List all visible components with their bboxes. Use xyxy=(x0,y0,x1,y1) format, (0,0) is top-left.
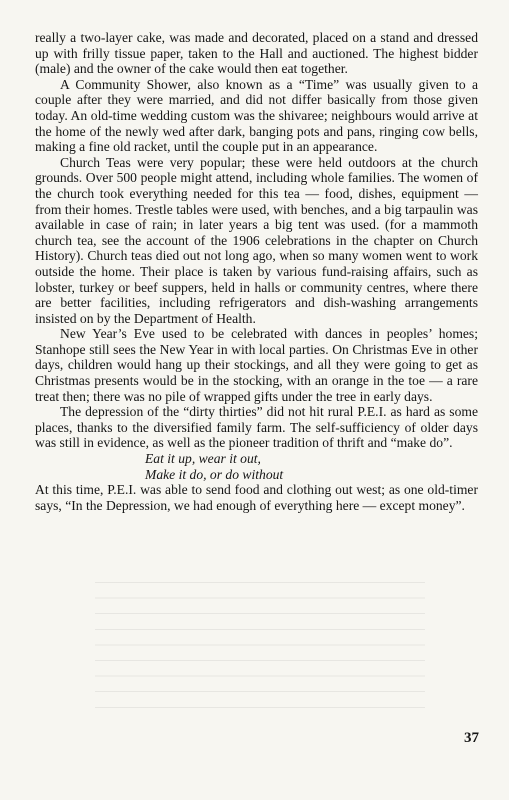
verse-line-1: Eat it up, wear it out, xyxy=(145,451,261,467)
bleed-through-text xyxy=(95,575,425,715)
body-text xyxy=(35,30,478,513)
paragraph-closing: At this time, P.E.I. was able to send food and clothing out west; as one old-timer says, “In the Depression, we had enough of everything here — except money”. xyxy=(35,482,478,513)
paragraph-community-shower: A Community Shower, also known as a “Time” was usually given to a couple after they were married, and did not differ basically from those given today. An old-time wedding custom was the shivaree; neighbours would arrive at the home of the newly wed after dark, banging pots and pans, ringing cow bells, making a fine old racket, until the couple put in an appearance. xyxy=(35,76,478,155)
page-number: 37 xyxy=(464,730,479,746)
verse-quote xyxy=(35,451,478,482)
paragraph-new-years-eve: New Year’s Eve used to be celebrated with dances in peoples’ homes; Stanhope still sees the New Year in with local parties. On Christmas Eve in other days, children would hang up their stockings, and all they were going to get as Christmas presents would be in the stocking, with an orange in the toe — a rare treat then; there was no pile of wrapped gifts under the tree in early days. xyxy=(35,326,478,404)
paragraph-depression: The depression of the “dirty thirties” did not hit rural P.E.I. as hard as some places, thanks to the diversified family farm. The self-sufficiency of older days was still in evidence, as well as the pioneer tradition of thrift and “make do”. xyxy=(35,404,478,451)
paragraph-cake-auction: really a two-layer cake, was made and decorated, placed on a stand and dressed up with frilly tissue paper, taken to the Hall and auctioned. The highest bidder (male) and the owner of the cake would then eat together. xyxy=(35,30,478,77)
verse-line-2: Make it do, or do without xyxy=(145,466,284,482)
paragraph-church-teas: Church Teas were very popular; these were held outdoors at the church grounds. Over 500 people might attend, including whole families. The women of the church took everything needed for this tea — food, dishes, equipment — from their homes. Trestle tables were used, with benches, and a big tarpaulin was available in case of rain; in later years a big tent was used. (for a mammoth church tea, see the account of the 1906 celebrations in the chapter on Church History). Church teas died out not long ago, when so many women went to work outside the home. Their place is taken by various fund-raising affairs, such as lobster, turkey or beef suppers, held in halls or community centres, where there are better facilities, including refrigerators and dish-washing arrangements insisted on by the Department of Health. xyxy=(35,154,478,326)
